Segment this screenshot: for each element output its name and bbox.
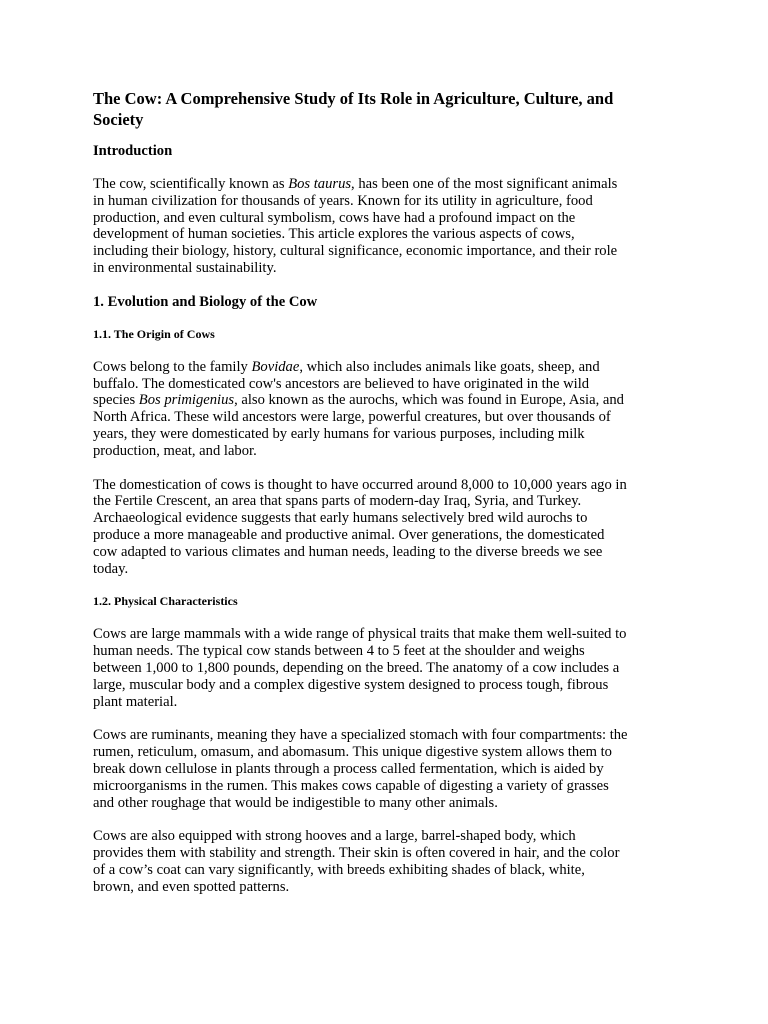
text-run: , has been one of the most significant animals in human civilization for thousands of years. Known for its utility in agriculture, food production, and even cultural symbolism, cows have had a profound impact on the development of human societies. This article explores the various aspects of cows, including their biology, history, cultural significance, economic importance, and their role in environmental sustainability. (93, 176, 618, 276)
introduction-paragraph (93, 176, 628, 277)
italic-term: Bos taurus (288, 176, 352, 192)
section-1-heading: 1. Evolution and Biology of the Cow (93, 293, 318, 310)
origin-paragraph-2: The domestication of cows is thought to have occurred around 8,000 to 10,000 years ago in the Fertile Crescent, an area that spans parts of modern-day Iraq, Syria, and Turkey. Archaeological evidence suggests that early humans selectively bred wild aurochs to produce a more manageable and productive animal. Over generations, the domesticated cow adapted to various climates and human needs, leading to the diverse breeds we see today. (93, 476, 627, 577)
italic-term: Bos primigenius (138, 392, 235, 409)
document-body (93, 88, 628, 913)
introduction-heading: Introduction (93, 143, 173, 159)
text-run: , also known as the aurochs, which was found in Europe, Asia, and North Africa. These wild ancestors were large, powerful creatures, but over thousands of years, they were domesticated by early humans for various purposes, including milk production, meat, and labor. (93, 392, 624, 459)
text-run: , which also includes animals like goats, sheep, and buffalo. The domesticated cow's ancestors are believed to have originated in the wild species (93, 358, 600, 409)
italic-term: Bovidae (251, 358, 300, 375)
physical-paragraph-1: Cows are large mammals with a wide range of physical traits that make them well-suited to human needs. The typical cow stands between 4 to 5 feet at the shoulder and weighs between 1,000 to 1,800 pounds, depending on the breed. The anatomy of a cow includes a large, muscular body and a complex digestive system designed to process tough, fibrous plant material. (93, 626, 627, 710)
subsection-1-1-heading: 1.1. The Origin of Cows (93, 326, 215, 341)
origin-paragraph-1 (93, 359, 628, 460)
physical-paragraph-3: Cows are also equipped with strong hooves and a large, barrel-shaped body, which provides them with stability and strength. Their skin is often covered in hair, and the color of a cow’s coat can vary significantly, with breeds exhibiting shades of black, white, brown, and even spotted patterns. (93, 828, 620, 895)
subsection-1-2-heading: 1.2. Physical Characteristics (93, 594, 238, 609)
physical-paragraph-2: Cows are ruminants, meaning they have a specialized stomach with four compartments: the rumen, reticulum, omasum, and abomasum. This unique digestive system allows them to break down cellulose in plants through a process called fermentation, which is aided by microorganisms in the rumen. This makes cows capable of digesting a variety of grasses and other roughage that would be indigestible to many other animals. (93, 727, 628, 811)
document-title: The Cow: A Comprehensive Study of Its Role in Agriculture, Culture, and Society (93, 89, 614, 129)
text-run: Cows belong to the family (93, 358, 252, 375)
text-run: The cow, scientifically known as (93, 176, 289, 192)
